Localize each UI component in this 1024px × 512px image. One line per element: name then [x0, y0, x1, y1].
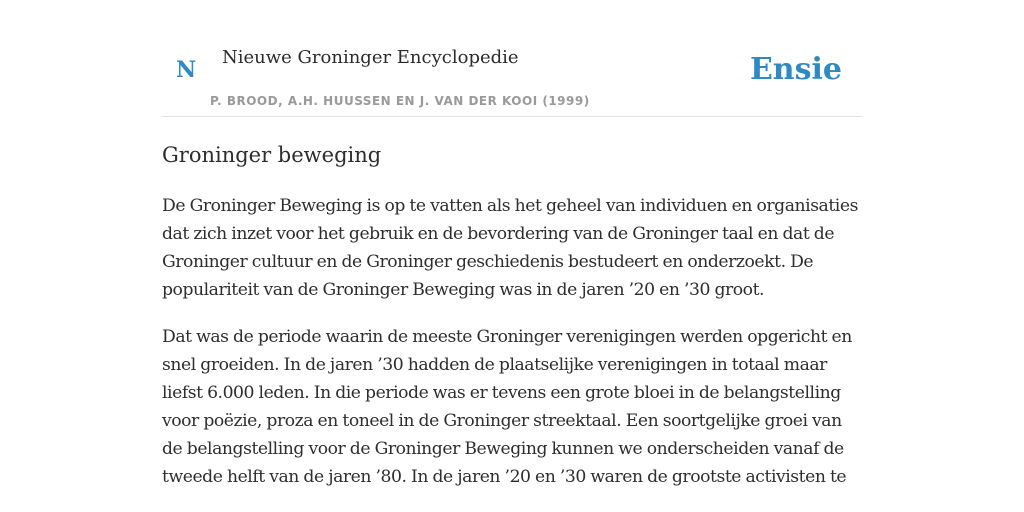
article-title: Groninger beweging [162, 143, 382, 167]
book-n-icon[interactable]: N [176, 57, 197, 83]
book-title[interactable]: Nieuwe Groninger Encyclopedie [222, 47, 519, 68]
article-paragraph: De Groninger Beweging is op te vatten als het geheel van individuen en organisaties dat zich inzet voor het gebruik en de bevordering van de Groninger taal en dat de Groninger cultuur en de Groninger geschiedenis bestudeert en onderzoekt. De populariteit van de Groninger Beweging was in de jaren ’20 en ’30 groot. [162, 196, 858, 300]
article-paragraph: Dat was de periode waarin de meeste Groninger verenigingen werden opgericht en snel groeiden. In de jaren ’30 hadden de plaatselijke verenigingen in totaal maar liefst 6.000 leden. In die periode was er tevens een grote bloei in de belangstelling voor poëzie, proza en toneel in de Groninger streektaal. Een soortgelijke groei van de belangstelling voor de Groninger Beweging kunnen we onderscheiden vanaf de tweede helft van de jaren ’80. In de jaren ’20 en ’30 waren de grootste activisten te [162, 327, 852, 487]
header [162, 0, 862, 117]
ensie-logo[interactable]: Ensie [749, 52, 842, 87]
article-body [162, 192, 862, 510]
page-container [162, 0, 862, 487]
book-authors: P. BROOD, A.H. HUUSSEN EN J. VAN DER KOOI (1999) [210, 94, 590, 108]
